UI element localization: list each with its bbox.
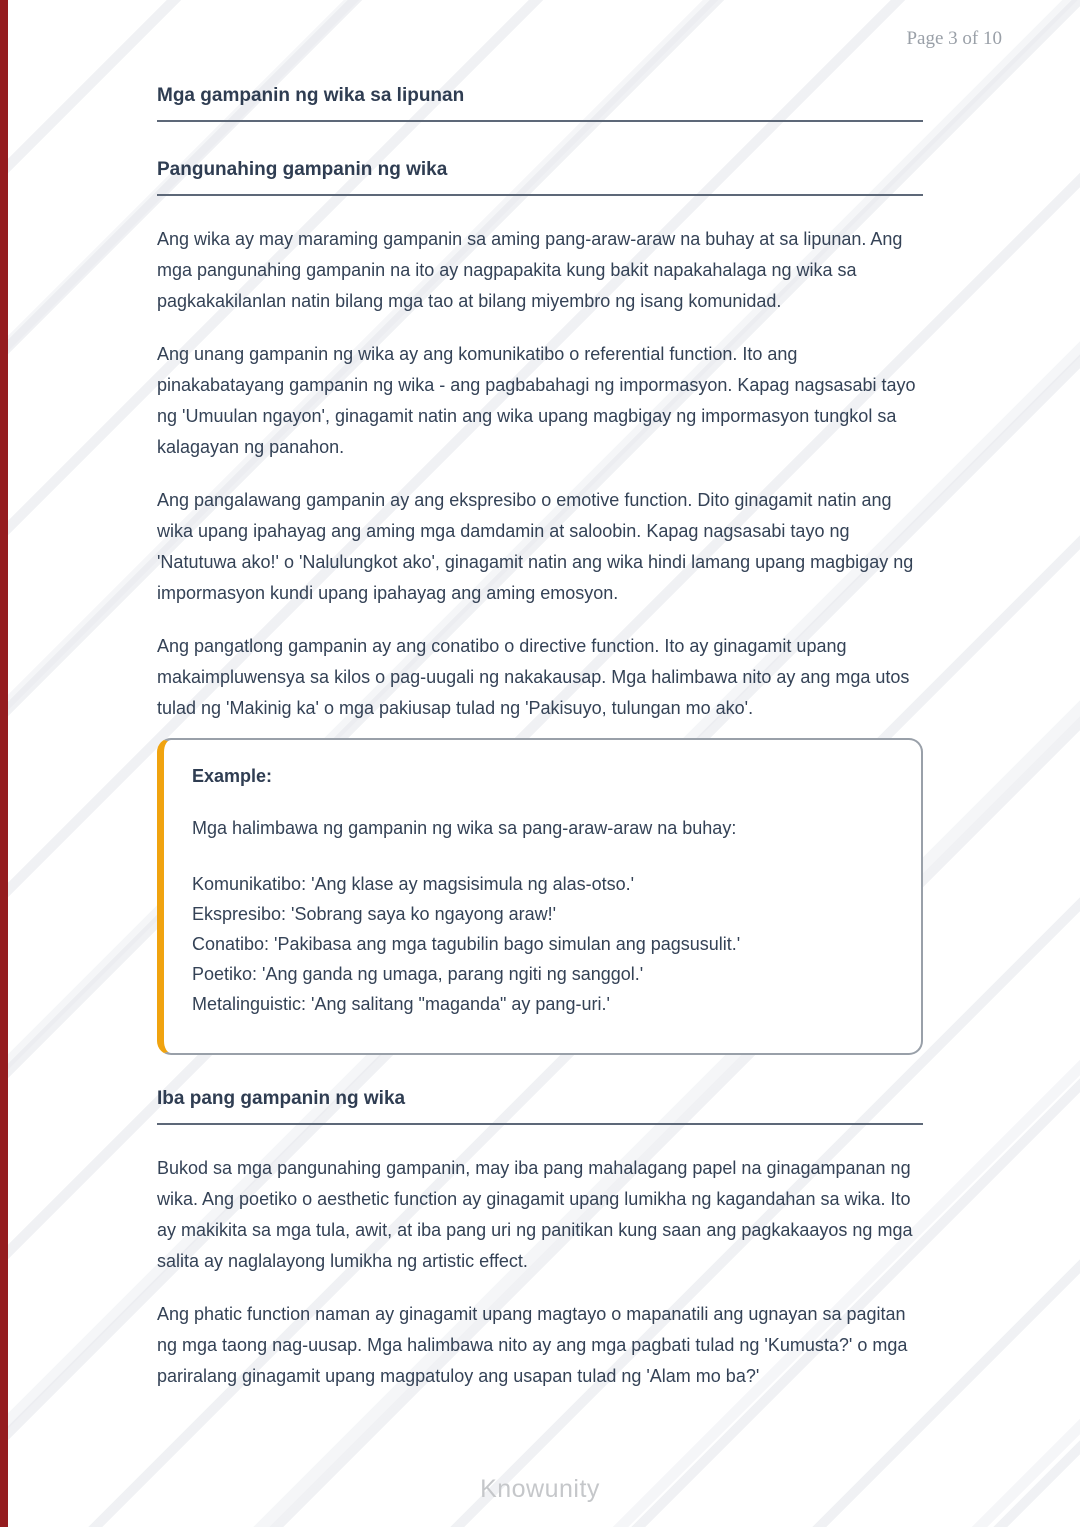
example-box-intro: Mga halimbawa ng gampanin ng wika sa pang-araw-araw na buhay: (192, 818, 737, 838)
paragraph-ekspresibo: Ang pangalawang gampanin ay ang ekspresibo o emotive function. Dito ginagamit natin ang wika upang ipahayag ang aming mga damdamin at saloobin. Kapag nagsasabi tayo ng 'Natutuwa ako!' o 'Nalulungkot ako', ginagamit natin ang wika hindi lamang upang magbigay ng impormasyon kundi upang ipahayag ang aming emosyon. (157, 490, 914, 603)
example-box-label: Example: (192, 766, 273, 786)
heading-other-rule (157, 1123, 923, 1125)
paragraph-komunikatibo: Ang unang gampanin ng wika ay ang komunikatibo o referential function. Ito ang pinakabatayang gampanin ng wika - ang pagbabahagi ng impormasyon. Kapag nagsasabi tayo ng 'Umuulan ngayon', ginagamit natin ang wika upang magbigay ng impormasyon tungkol sa kalagayan ng panahon. (157, 344, 916, 457)
paragraph-poetiko: Bukod sa mga pangunahing gampanin, may iba pang mahalagang papel na ginagampanan ng wika. Ang poetiko o aesthetic function ay ginagamit upang lumikha ng kagandahan sa wika. Ito ay makikita sa mga tula, awit, at iba pang uri ng panitikan kung saan ang pagkakaayos ng mga salita ay naglalayong lumikha ng artistic effect. (157, 1158, 913, 1271)
heading-main: Mga gampanin ng wika sa lipunan (157, 85, 465, 106)
document-content (157, 0, 923, 1392)
example-item-ekspresibo: Ekspresibo: 'Sobrang saya ko ngayong araw!' (192, 904, 557, 924)
example-item-metalinguistic: Metalinguistic: 'Ang salitang "maganda" ay pang-uri.' (192, 994, 610, 1014)
heading-sub: Pangunahing gampanin ng wika (157, 159, 448, 180)
watermark-knowunity: Knowunity (480, 1475, 600, 1503)
heading-main-rule (157, 120, 923, 122)
paragraph-phatic: Ang phatic function naman ay ginagamit upang magtayo o mapanatili ang ugnayan sa pagitan ng mga taong nag-uusap. Mga halimbawa nito ay ang mga pagbati tulad ng 'Kumusta?' o mga pariralang ginagamit upang magpatuloy ang usapan tulad ng 'Alam mo ba?' (157, 1304, 908, 1386)
heading-sub-rule (157, 194, 923, 196)
paragraph-conatibo: Ang pangatlong gampanin ay ang conatibo o directive function. Ito ay ginagamit upang makaimpluwensya sa kilos o pag-uugali ng nakakausap. Mga halimbawa nito ay ang mga utos tulad ng 'Makinig ka' o mga pakiusap tulad ng 'Pakisuyo, tulungan mo ako'. (157, 636, 910, 718)
heading-other-functions: Iba pang gampanin ng wika (157, 1088, 406, 1109)
example-item-komunikatibo: Komunikatibo: 'Ang klase ay magsisimula ng alas-otso.' (192, 874, 635, 894)
page-indicator: Page 3 of 10 (906, 28, 1002, 49)
left-accent-bar (0, 0, 8, 1527)
example-item-poetiko: Poetiko: 'Ang ganda ng umaga, parang ngiti ng sanggol.' (192, 964, 644, 984)
example-box (157, 738, 923, 1055)
paragraph-intro: Ang wika ay may maraming gampanin sa aming pang-araw-araw na buhay at sa lipunan. Ang mga pangunahing gampanin na ito ay nagpapakita kung bakit napakahalaga ng wika sa pagkakakilanlan natin bilang mga tao at bilang miyembro ng isang komunidad. (157, 229, 903, 311)
example-item-conatibo: Conatibo: 'Pakibasa ang mga tagubilin bago simulan ang pagsusulit.' (192, 934, 741, 954)
example-item-list (192, 869, 891, 1019)
